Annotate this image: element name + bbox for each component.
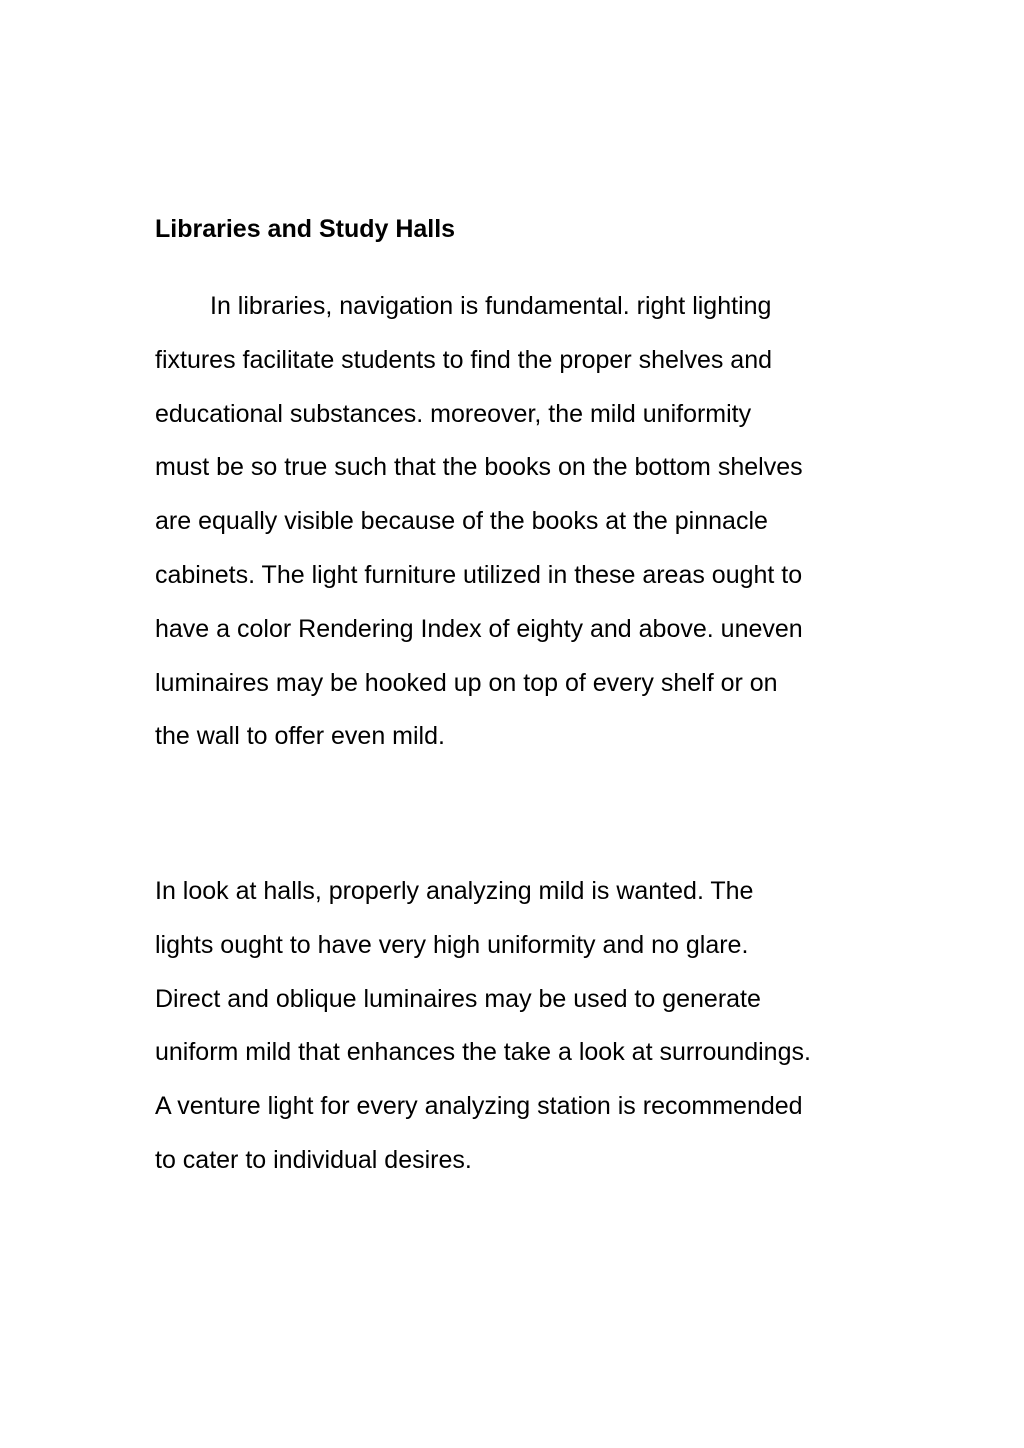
paragraph-line: luminaires may be hooked up on top of every shelf or on	[155, 668, 778, 697]
paragraph-libraries	[155, 280, 915, 764]
paragraph-line: uniform mild that enhances the take a look at surroundings.	[155, 1038, 811, 1067]
paragraph-line: Direct and oblique luminaires may be used to generate	[155, 984, 761, 1013]
paragraph-line: lights ought to have very high uniformity and no glare.	[155, 930, 749, 959]
paragraph-line: In look at halls, properly analyzing mild is wanted. The	[155, 877, 754, 905]
paragraph-line: have a color Rendering Index of eighty and above. uneven	[155, 614, 803, 643]
section-heading: Libraries and Study Halls	[155, 215, 456, 243]
paragraph-line: to cater to individual desires.	[155, 1145, 472, 1174]
paragraph-line: fixtures facilitate students to find the proper shelves and	[155, 345, 773, 374]
paragraph-line: In libraries, navigation is fundamental. right lighting	[210, 292, 772, 320]
paragraph-line: must be so true such that the books on the bottom shelves	[155, 453, 803, 482]
paragraph-line: cabinets. The light furniture utilized in these areas ought to	[155, 560, 803, 589]
paragraph-line: educational substances. moreover, the mild uniformity	[155, 399, 752, 428]
paragraph-line: the wall to offer even mild.	[155, 722, 445, 751]
paragraph-line: A venture light for every analyzing station is recommended	[155, 1092, 803, 1121]
paragraph-study-halls	[155, 865, 915, 1188]
paragraph-line: are equally visible because of the books at the pinnacle	[155, 507, 768, 536]
